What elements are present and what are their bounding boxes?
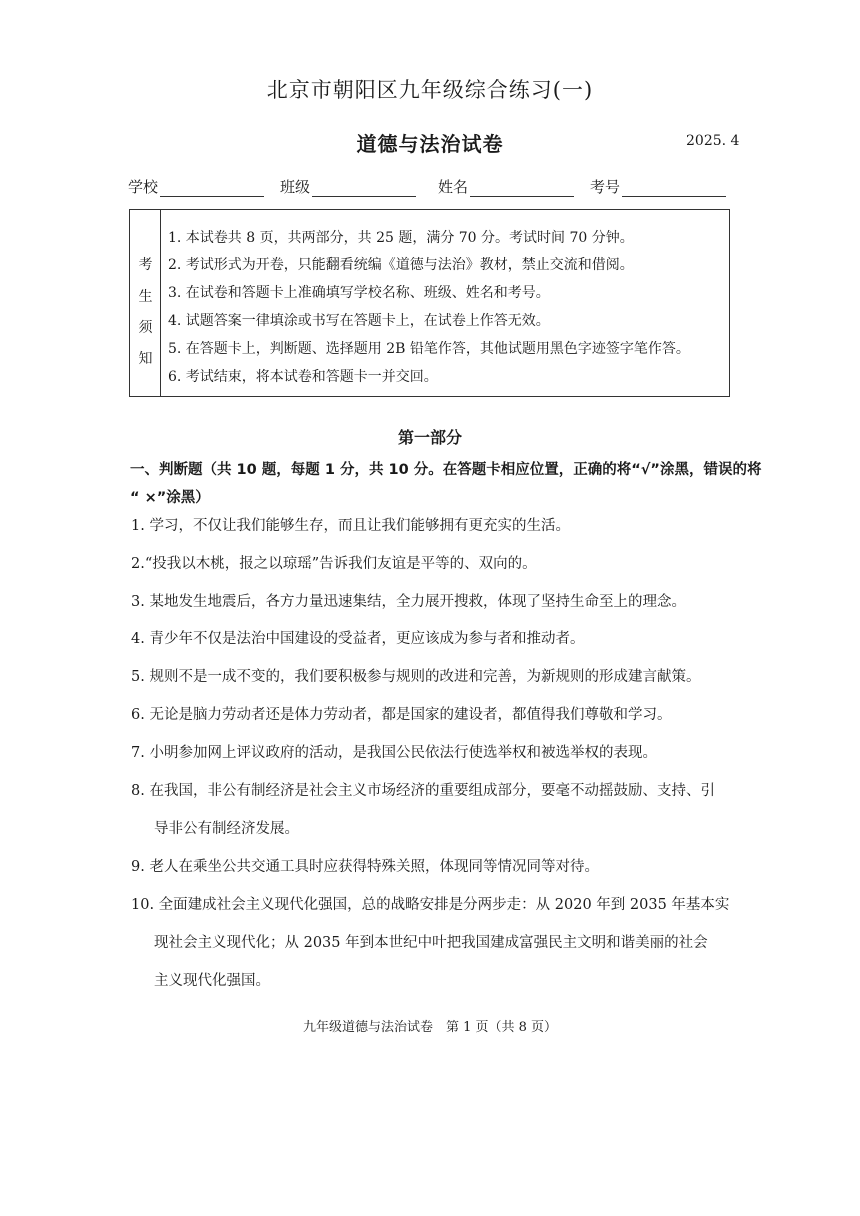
candidate-notice-box <box>129 209 730 397</box>
question-7: 7. 小明参加网上评议政府的活动，是我国公民依法行使选举权和被选举权的表现。 <box>131 745 657 761</box>
question-9: 9. 老人在乘坐公共交通工具时应获得特殊关照，体现同等情况同等对待。 <box>131 859 599 875</box>
exam-main-title: 北京市朝阳区九年级综合练习(一) <box>266 78 594 102</box>
class-blank[interactable] <box>312 180 416 197</box>
notice-item: 2. 考试形式为开卷，只能翻看统编《道德与法治》教材，禁止交流和借阅。 <box>168 257 634 273</box>
notice-item: 5. 在答题卡上，判断题、选择题用 2B 铅笔作答，其他试题用黑色字迹签字笔作答。 <box>168 341 690 357</box>
question-10-continued: 现社会主义现代化；从 2035 年到本世纪中叶把我国建成富强民主文明和谐美丽的社会 <box>154 935 708 951</box>
notice-label-char: 考 <box>138 257 153 273</box>
question-5: 5. 规则不是一成不变的，我们要积极参与规则的改进和完善，为新规则的形成建言献策。 <box>131 669 701 685</box>
school-label: 学校 <box>128 178 159 196</box>
school-blank[interactable] <box>160 180 264 197</box>
notice-label-char: 知 <box>138 351 153 367</box>
question-2: 2.“投我以木桃，报之以琼瑶”告诉我们友谊是平等的、双向的。 <box>131 556 537 572</box>
name-label: 姓名 <box>438 178 469 196</box>
question-1: 1. 学习，不仅让我们能够生存，而且让我们能够拥有更充实的生活。 <box>131 518 570 534</box>
question-8: 8. 在我国，非公有制经济是社会主义市场经济的重要组成部分，要毫不动摇鼓励、支持、引 <box>131 783 715 799</box>
class-field[interactable] <box>280 176 416 197</box>
question-6: 6. 无论是脑力劳动者还是体力劳动者，都是国家的建设者，都值得我们尊敬和学习。 <box>131 707 672 723</box>
exam-number-label: 考号 <box>590 178 621 196</box>
page-footer: 九年级道德与法治试卷 第 1 页（共 8 页） <box>302 1020 558 1035</box>
exam-date: 2025. 4 <box>686 133 740 149</box>
question-3: 3. 某地发生地震后，各方力量迅速集结，全力展开搜救，体现了坚持生命至上的理念。 <box>131 594 686 610</box>
notice-item: 4. 试题答案一律填涂或书写在答题卡上，在试卷上作答无效。 <box>168 313 550 329</box>
school-field[interactable] <box>128 176 264 197</box>
question-10-continued: 主义现代化强国。 <box>154 973 270 989</box>
student-info-line <box>128 176 730 200</box>
notice-item: 6. 考试结束，将本试卷和答题卡一并交回。 <box>168 369 438 385</box>
name-field[interactable] <box>438 176 574 197</box>
question-8-continued: 导非公有制经济发展。 <box>154 821 299 837</box>
class-label: 班级 <box>280 178 311 196</box>
notice-item: 1. 本试卷共 8 页，共两部分，共 25 题，满分 70 分。考试时间 70 分钟。 <box>168 230 634 246</box>
subject-title: 道德与法治试卷 <box>356 132 504 156</box>
name-blank[interactable] <box>470 180 574 197</box>
section-heading: 一、判断题（共 10 题，每题 1 分，共 10 分。在答题卡相应位置，正确的将“√”涂黑，错误的将 <box>130 462 762 478</box>
exam-number-blank[interactable] <box>622 180 726 197</box>
question-10: 10. 全面建成社会主义现代化强国，总的战略安排是分两步走：从 2020 年到 2035 年基本实 <box>131 897 730 913</box>
question-4: 4. 青少年不仅是法治中国建设的受益者，更应该成为参与者和推动者。 <box>131 631 585 647</box>
exam-number-field[interactable] <box>590 176 726 197</box>
part-one-title: 第一部分 <box>397 428 462 447</box>
section-heading-continued: “ ×”涂黑） <box>130 490 210 506</box>
notice-item: 3. 在试卷和答题卡上准确填写学校名称、班级、姓名和考号。 <box>168 285 550 301</box>
notice-label-column <box>130 210 161 396</box>
notice-label-char: 生 <box>138 289 153 305</box>
notice-label-char: 须 <box>138 320 153 336</box>
